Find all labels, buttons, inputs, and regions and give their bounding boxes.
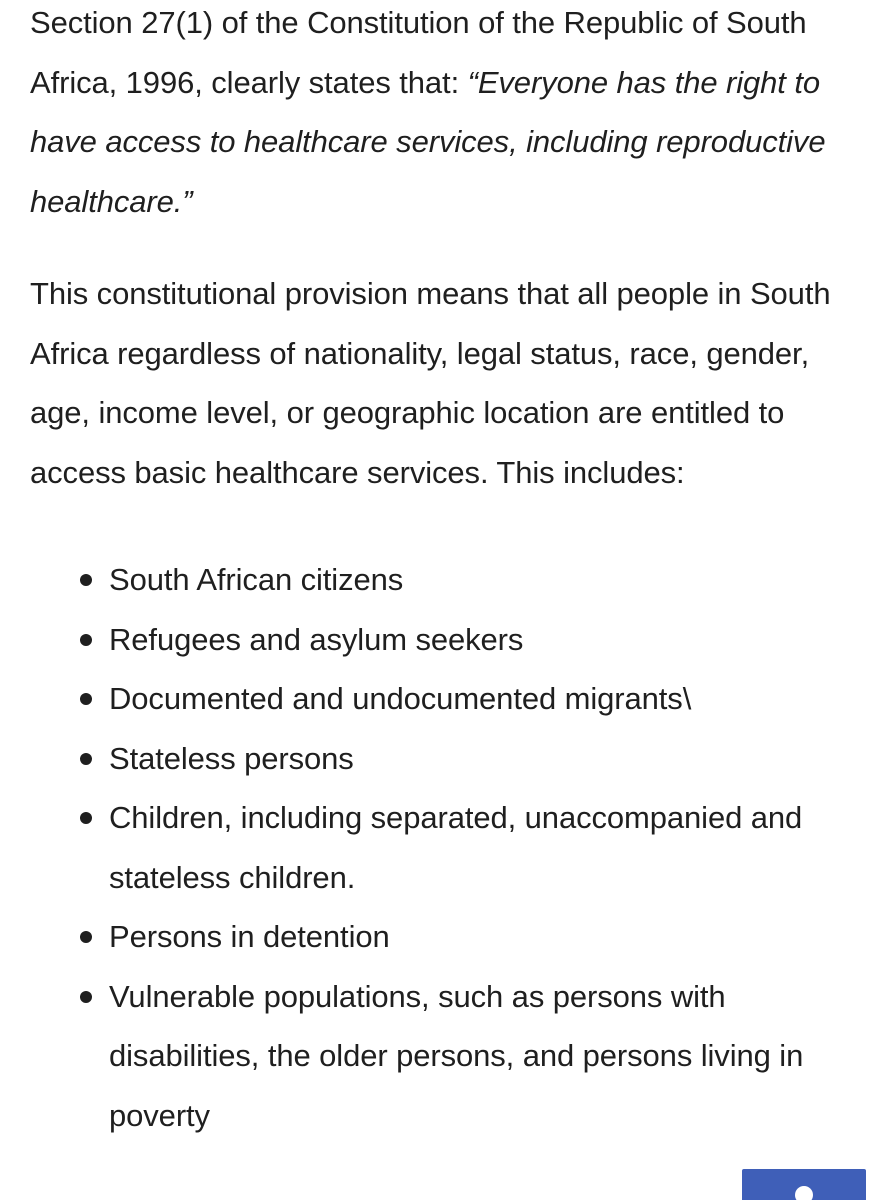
list-item-text: Refugees and asylum seekers [109, 621, 524, 657]
list-item [109, 729, 870, 789]
article-body [30, 0, 870, 1145]
list-item-text: South African citizens [109, 562, 404, 597]
bullet-icon [80, 812, 92, 824]
bullet-icon [80, 574, 92, 586]
entitled-groups-list [30, 550, 870, 1145]
dot-icon [795, 1186, 813, 1200]
constitution-quote: “Everyone has the right to have access to healthcare services, including reproductive healthcare.” [30, 64, 826, 219]
paragraph-provision: This constitutional provision means that all people in South Africa regardless of nationality, legal status, race, gender, age, income level, or geographic location are entitled to access basic healthcare services. This includes: [30, 276, 831, 490]
list-item [109, 550, 870, 610]
bullet-icon [80, 634, 92, 646]
paragraph-constitution [30, 0, 870, 231]
list-item [109, 788, 870, 907]
list-item [109, 967, 870, 1146]
bullet-icon [80, 991, 92, 1003]
list-item [109, 907, 870, 967]
list-item [109, 669, 870, 729]
bullet-icon [80, 931, 92, 943]
paragraph-intro-text: Section 27(1) of the Constitution of the Republic of South Africa, 1996, clearly states that: [30, 5, 807, 100]
list-item-text: Children, including separated, unaccompanied and stateless children. [109, 800, 803, 895]
bullet-icon [80, 693, 92, 705]
floating-action-button[interactable] [742, 1169, 866, 1200]
list-item-text: Vulnerable populations, such as persons with disabilities, the older persons, and persons living in poverty [109, 978, 804, 1133]
list-item-text: Persons in detention [109, 919, 390, 954]
list-item-text: Documented and undocumented migrants\ [109, 681, 692, 716]
bullet-icon [80, 753, 92, 765]
list-item [109, 610, 870, 670]
list-item-text: Stateless persons [109, 740, 354, 776]
